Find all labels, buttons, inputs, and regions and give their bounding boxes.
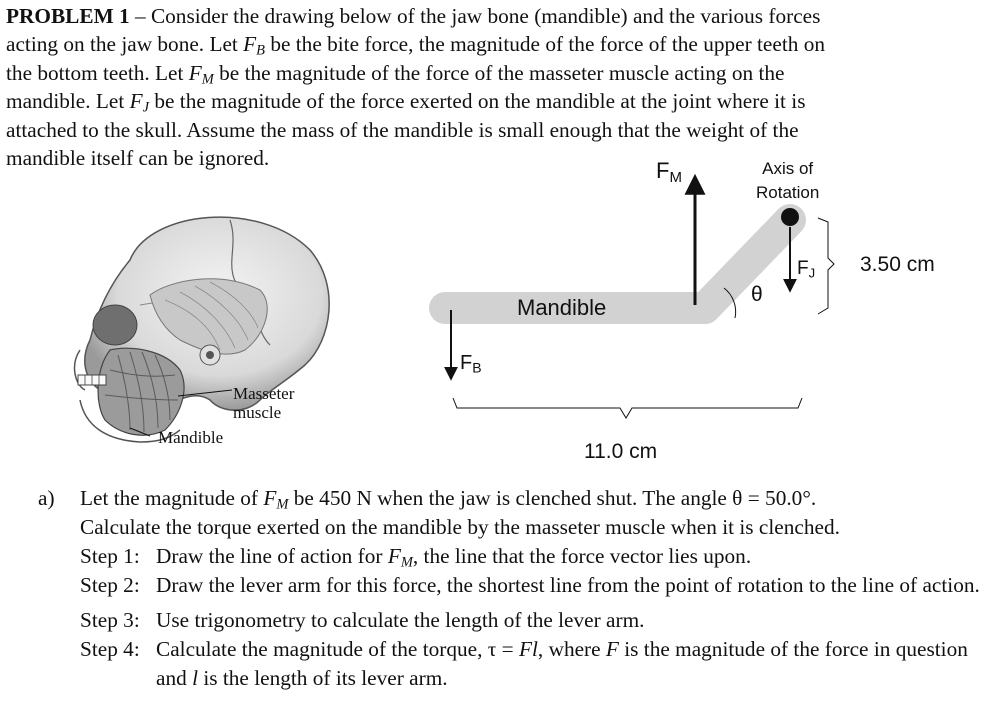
part-a-line-2: Calculate the torque exerted on the mandible by the masseter muscle when it is clenched.: [80, 515, 840, 539]
step-3-title: Step 3:: [80, 608, 140, 632]
force-diagram: [420, 160, 860, 460]
step-1: Step 1: Draw the line of action for $F_M$, the line that the force vector lies upon.: [80, 544, 752, 571]
theta-label: θ: [751, 283, 763, 306]
var-fm: $F_M$: [263, 486, 289, 513]
masseter-label: Masseter muscle: [233, 384, 295, 422]
diagram-mandible-label: Mandible: [517, 295, 607, 320]
mandible-bar: [445, 220, 790, 308]
problem-label: PROBLEM 1: [6, 4, 130, 28]
var-fm: $F_M$: [387, 544, 413, 571]
axis-of-rotation-dot: [781, 208, 799, 226]
part-a-line-1: Let the magnitude of $F_M$ be 450 N when the jaw is clenched shut. The angle θ = 50.0°.: [80, 486, 817, 513]
problem-intro: [6, 2, 978, 172]
var-fm: $F_M$: [188, 60, 214, 88]
fb-label: $F_B$: [460, 352, 482, 376]
part-a-question: [38, 484, 980, 542]
height-dimension-label: 3.50 cm: [860, 253, 935, 276]
width-dimension-label: 11.0 cm: [584, 440, 658, 463]
intro-line-6: mandible itself can be ignored.: [6, 146, 270, 171]
step-2-title: Step 2:: [80, 573, 140, 597]
part-a-label: a): [38, 486, 55, 510]
intro-line-3: the bottom teeth. Let $F_M$ be the magnitude of the force of the masseter muscle acting on the: [6, 60, 785, 88]
width-bracket: [453, 398, 802, 418]
step-1-title: Step 1:: [80, 544, 140, 568]
intro-line-5: attached to the skull. Assume the mass of the mandible is small enough that the weight of the: [6, 117, 799, 142]
skull-mandible-label: Mandible: [158, 428, 224, 447]
skull-illustration: [70, 200, 340, 460]
var-fb: $F_B$: [243, 32, 266, 60]
height-bracket: [818, 218, 834, 314]
var-fj: $F_J$: [129, 89, 150, 116]
intro-line-2: acting on the jaw bone. Let $F_B$ be the bite force, the magnitude of the force of the upper teeth on: [6, 32, 826, 60]
axis-of-rotation-label: Axis of Rotation: [756, 159, 820, 202]
step-3: Step 3: Use trigonometry to calculate the length of the lever arm.: [80, 606, 980, 635]
part-a: [38, 484, 980, 693]
intro-line-4: mandible. Let $F_J$ be the magnitude of the force exerted on the mandible at the joint where it is: [6, 89, 806, 116]
step-4: Step 4: Calculate the magnitude of the torque, τ = Fl, where F is the magnitude of the force in question and l is the length of its lever arm.: [80, 637, 968, 690]
intro-line-1: PROBLEM 1 – Consider the drawing below of the jaw bone (mandible) and the various forces: [6, 4, 821, 28]
step-4-title: Step 4:: [80, 637, 140, 661]
fj-label: $F_J$: [797, 258, 816, 281]
fm-label: $F_M$: [656, 158, 682, 186]
step-2: Step 2: Draw the lever arm for this force, the shortest line from the point of rotation to the line of action.: [80, 571, 980, 600]
masseter-muscle: [98, 348, 184, 435]
